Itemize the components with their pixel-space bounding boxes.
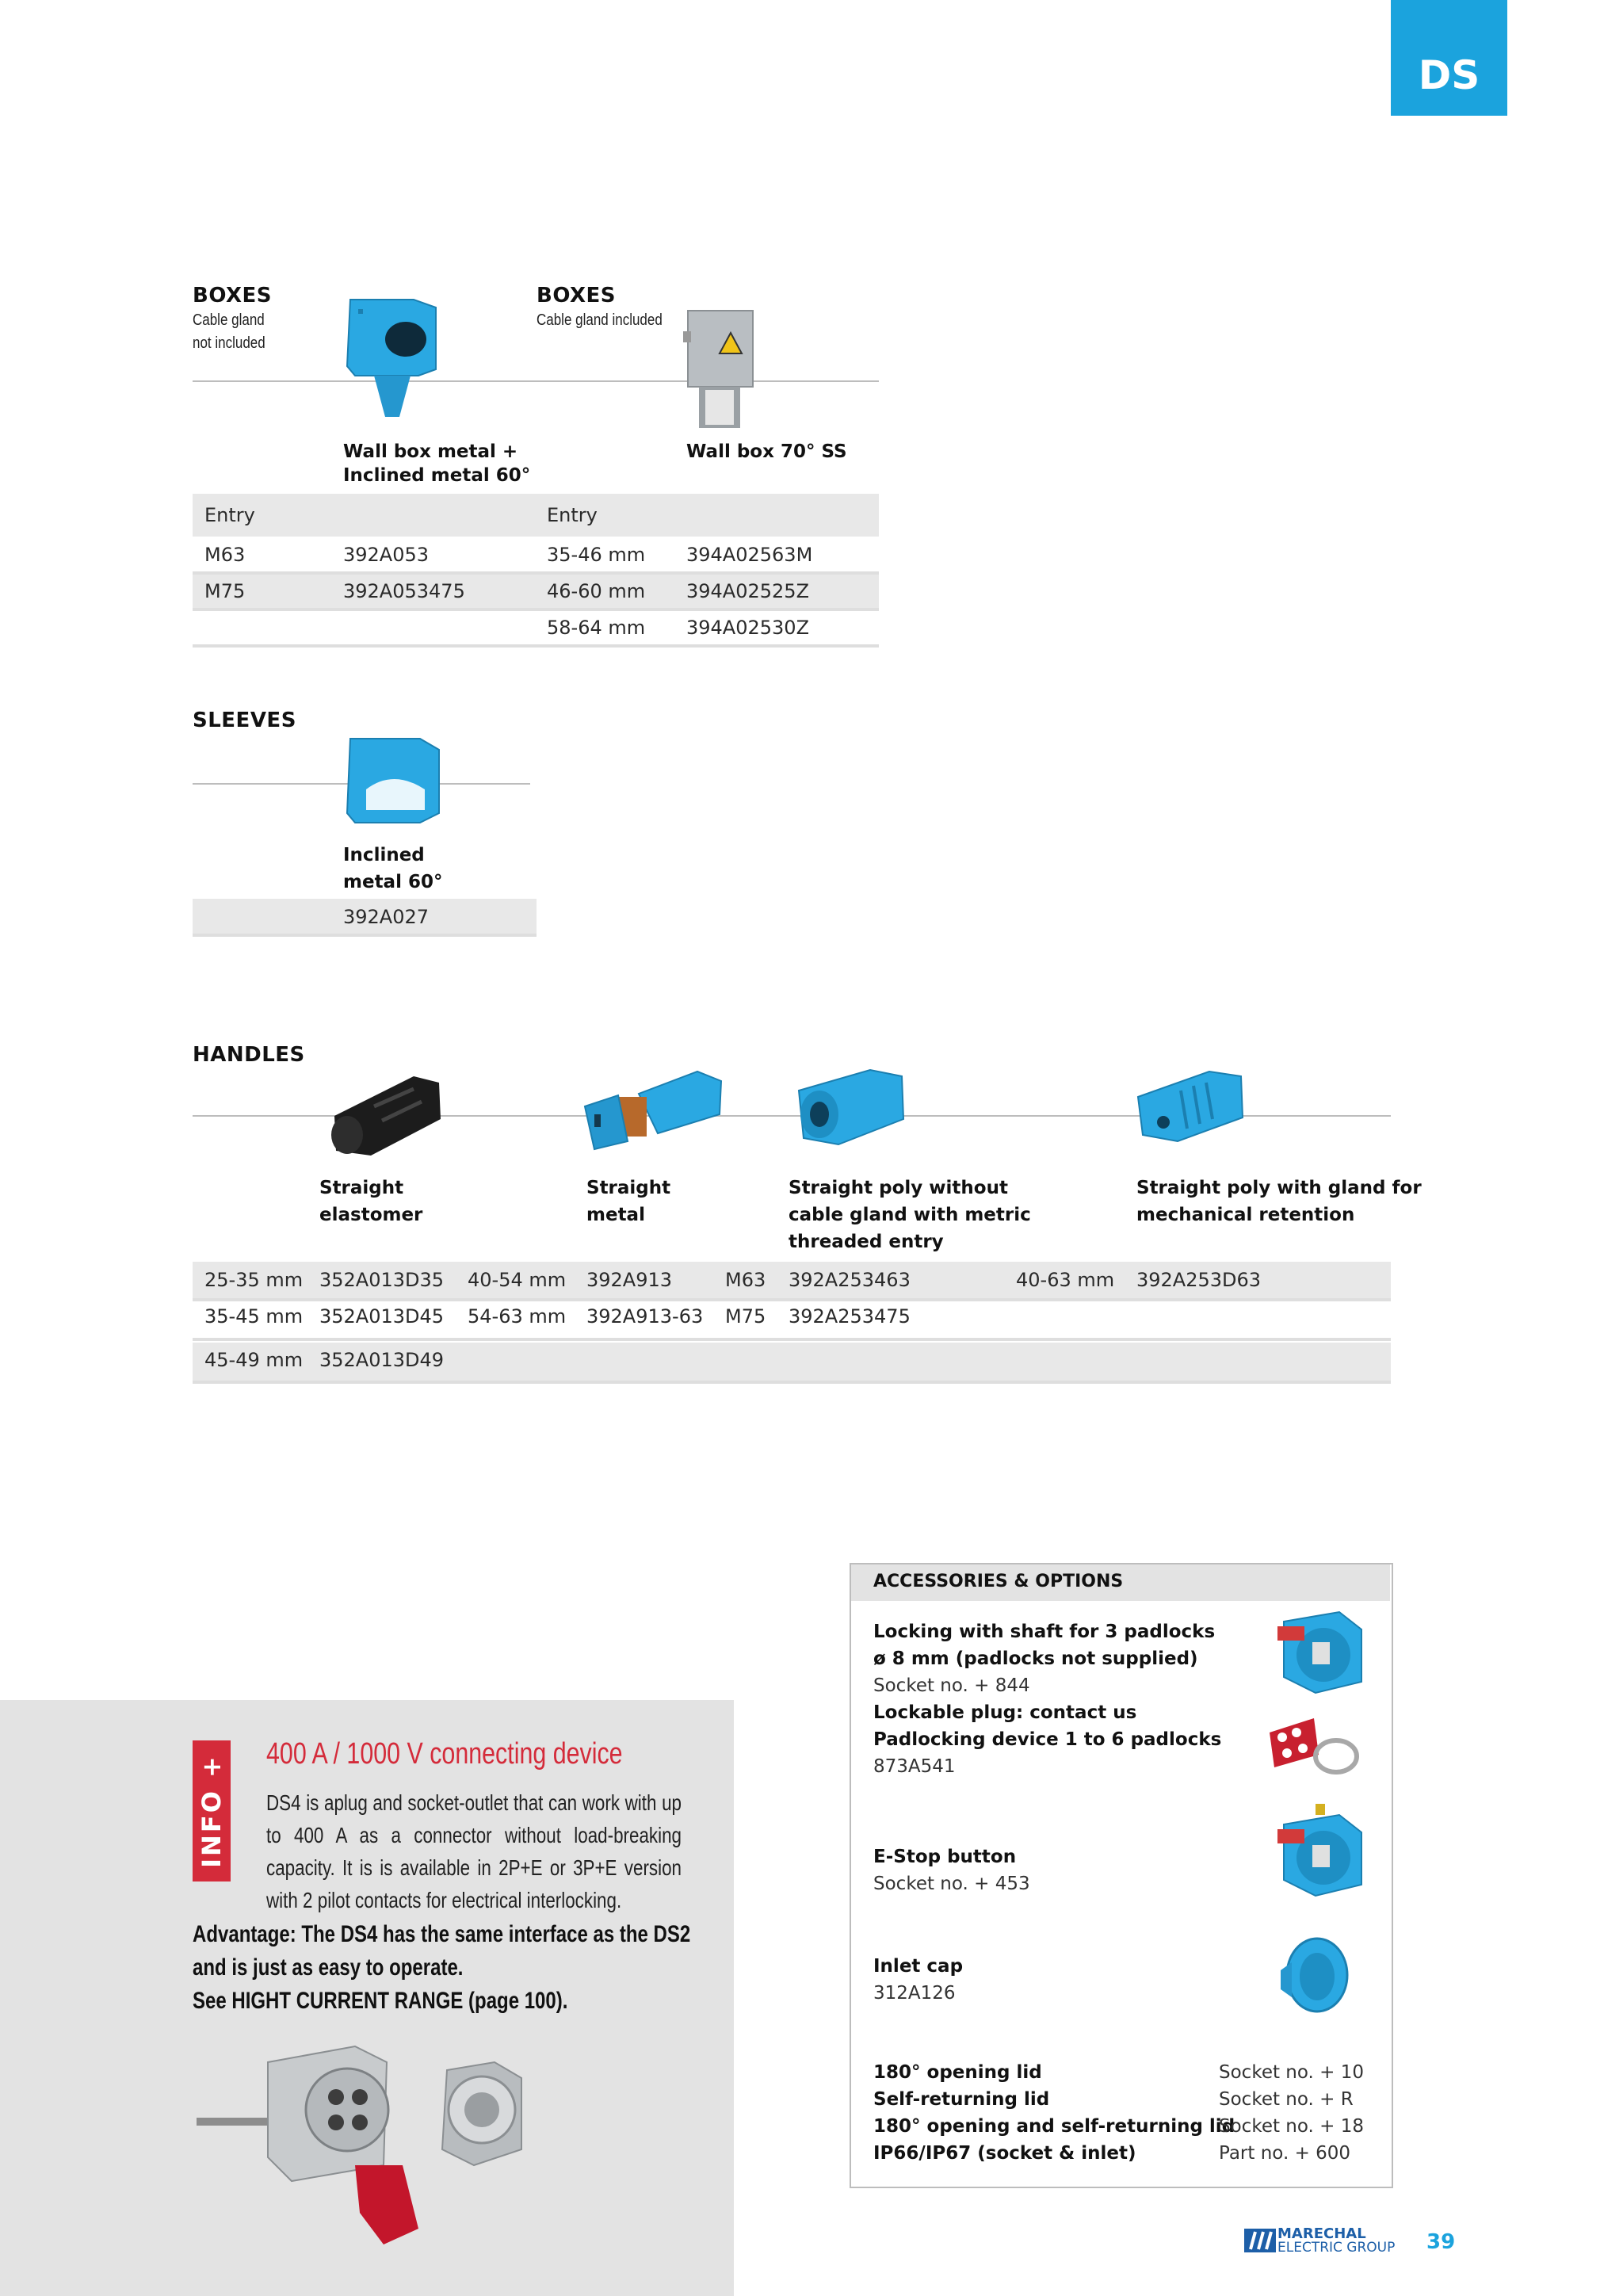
boxes-left-subtitle-2: not included <box>193 334 265 352</box>
boxes-entry-r: 58-64 mm <box>547 617 646 639</box>
padlocking-device-image <box>1263 1706 1361 1785</box>
acc-option-value: Part no. + 600 <box>1219 2143 1351 2164</box>
handle-cell: 352A013D35 <box>319 1269 445 1291</box>
section-tab <box>1391 0 1507 116</box>
estop-button-image <box>1268 1801 1371 1902</box>
wall-box-metal-label-2: Inclined metal 60° <box>343 465 531 486</box>
sleeve-label-2: metal 60° <box>343 872 443 892</box>
acc-option-label: 180° opening lid <box>873 2062 1042 2083</box>
boxes-code-r: 394A02530Z <box>686 617 810 639</box>
handle-poly-gland-image <box>1130 1062 1249 1149</box>
info-body: DS4 is aplug and socket-outlet that can work with up to 400 A as a connector without load-breaking capacity. It is is available in 2P+E or 3P+E version with 2 pilot contacts for electrical interlocking. <box>266 1790 682 1912</box>
handle-metal-label-2: metal <box>586 1205 645 1225</box>
handle-cell: 25-35 mm <box>204 1269 304 1291</box>
sleeve-code: 392A027 <box>343 906 430 928</box>
boxes-entry-l: M75 <box>204 580 246 602</box>
sleeves-title: SLEEVES <box>193 709 296 732</box>
handle-cell: 352A013D45 <box>319 1305 445 1328</box>
info-advantage <box>193 1918 712 2018</box>
acc-option-label: 180° opening and self-returning lid <box>873 2116 1235 2137</box>
handle-poly-metric-label-2: cable gland with metric <box>789 1205 1031 1225</box>
boxes-entry-r: 35-46 mm <box>547 544 646 566</box>
ds4-product-image <box>197 2030 553 2252</box>
handle-cell: 40-63 mm <box>1016 1269 1115 1291</box>
handles-title: HANDLES <box>193 1043 305 1067</box>
handle-cell: 40-54 mm <box>468 1269 567 1291</box>
marechal-logo-icon <box>1244 2229 1276 2252</box>
handle-poly-metric-label-3: threaded entry <box>789 1232 944 1252</box>
sleeve-label-1: Inclined <box>343 845 425 865</box>
handle-cell: M75 <box>725 1305 766 1328</box>
acc-option-label: IP66/IP67 (socket & inlet) <box>873 2143 1136 2164</box>
handle-cell: 45-49 mm <box>204 1349 304 1371</box>
handle-elastomer-image <box>319 1067 453 1162</box>
boxes-table-header-row <box>193 494 879 537</box>
wall-box-ss-label: Wall box 70° SS <box>686 441 847 462</box>
sleeve-image <box>342 734 445 829</box>
acc-locking-line1: Locking with shaft for 3 padlocks <box>873 1622 1216 1642</box>
boxes-code-r: 394A02563M <box>686 544 813 566</box>
acc-estop: E-Stop button <box>873 1847 1017 1867</box>
boxes-left-title: BOXES <box>193 284 273 308</box>
handle-cell: 392A913-63 <box>586 1305 704 1328</box>
info-tag-label: INFO + <box>197 1754 227 1868</box>
handle-cell: 392A253463 <box>789 1269 911 1291</box>
acc-locking-line2: ø 8 mm (padlocks not supplied) <box>873 1648 1198 1669</box>
info-advantage-line: Advantage: The DS4 has the same interface as the DS2 <box>193 1921 691 1947</box>
boxes-code-l: 392A053 <box>343 544 430 566</box>
handle-metal-image <box>579 1065 729 1152</box>
handle-cell: 54-63 mm <box>468 1305 567 1328</box>
info-advantage-line: and is just as easy to operate. <box>193 1954 464 1981</box>
acc-option-label: Self-returning lid <box>873 2089 1050 2110</box>
info-advantage-line: See HIGHT CURRENT RANGE (page 100). <box>193 1988 568 2014</box>
acc-locking-socket: Socket no. + 844 <box>873 1675 1030 1696</box>
handle-poly-metric-image <box>791 1062 910 1149</box>
boxes-entry-r: 46-60 mm <box>547 580 646 602</box>
handle-cell: 392A253D63 <box>1136 1269 1262 1291</box>
wall-box-metal-image <box>342 293 445 420</box>
handle-elastomer-label-1: Straight <box>319 1178 404 1198</box>
info-tag <box>193 1740 231 1881</box>
handle-poly-metric-label-1: Straight poly without <box>789 1178 1008 1198</box>
boxes-code-l: 392A053475 <box>343 580 465 602</box>
info-title: 400 A / 1000 V connecting device <box>266 1737 623 1771</box>
brand-name: MARECHAL <box>1277 2225 1366 2242</box>
acc-inlet-code: 312A126 <box>873 1983 956 2004</box>
section-tab-label: DS <box>1418 52 1480 98</box>
boxes-right-title: BOXES <box>537 284 617 308</box>
wall-box-ss-image <box>682 308 761 434</box>
wall-box-metal-label-1: Wall box metal + <box>343 441 518 462</box>
accessories-header-label: ACCESSORIES & OPTIONS <box>873 1572 1124 1591</box>
acc-lockable-plug: Lockable plug: contact us <box>873 1702 1137 1723</box>
page-number: 39 <box>1426 2230 1456 2254</box>
acc-padlocking-code: 873A541 <box>873 1756 956 1777</box>
acc-option-value: Socket no. + R <box>1219 2089 1354 2110</box>
brand-subname: ELECTRIC GROUP <box>1277 2240 1396 2256</box>
accessories-header <box>851 1564 1390 1601</box>
inlet-cap-image <box>1276 1931 1355 2019</box>
acc-estop-socket: Socket no. + 453 <box>873 1874 1030 1894</box>
handle-poly-gland-label-2: mechanical retention <box>1136 1205 1355 1225</box>
handle-poly-gland-label-1: Straight poly with gland for <box>1136 1178 1422 1198</box>
boxes-header-entry-right: Entry <box>547 504 598 526</box>
handle-cell: 392A253475 <box>789 1305 911 1328</box>
boxes-code-r: 394A02525Z <box>686 580 810 602</box>
locking-shaft-image <box>1268 1606 1371 1698</box>
boxes-header-entry-left: Entry <box>204 504 255 526</box>
boxes-entry-l: M63 <box>204 544 246 566</box>
boxes-left-subtitle-1: Cable gland <box>193 311 265 329</box>
acc-option-value: Socket no. + 18 <box>1219 2116 1365 2137</box>
handle-elastomer-label-2: elastomer <box>319 1205 423 1225</box>
handle-cell: M63 <box>725 1269 766 1291</box>
handle-cell: 352A013D49 <box>319 1349 445 1371</box>
handle-cell: 392A913 <box>586 1269 673 1291</box>
boxes-right-subtitle: Cable gland included <box>537 311 663 329</box>
handle-metal-label-1: Straight <box>586 1178 671 1198</box>
handle-cell: 35-45 mm <box>204 1305 304 1328</box>
acc-option-value: Socket no. + 10 <box>1219 2062 1365 2083</box>
acc-padlocking: Padlocking device 1 to 6 padlocks <box>873 1729 1222 1750</box>
acc-inlet: Inlet cap <box>873 1956 964 1977</box>
boxes-divider <box>193 380 879 382</box>
